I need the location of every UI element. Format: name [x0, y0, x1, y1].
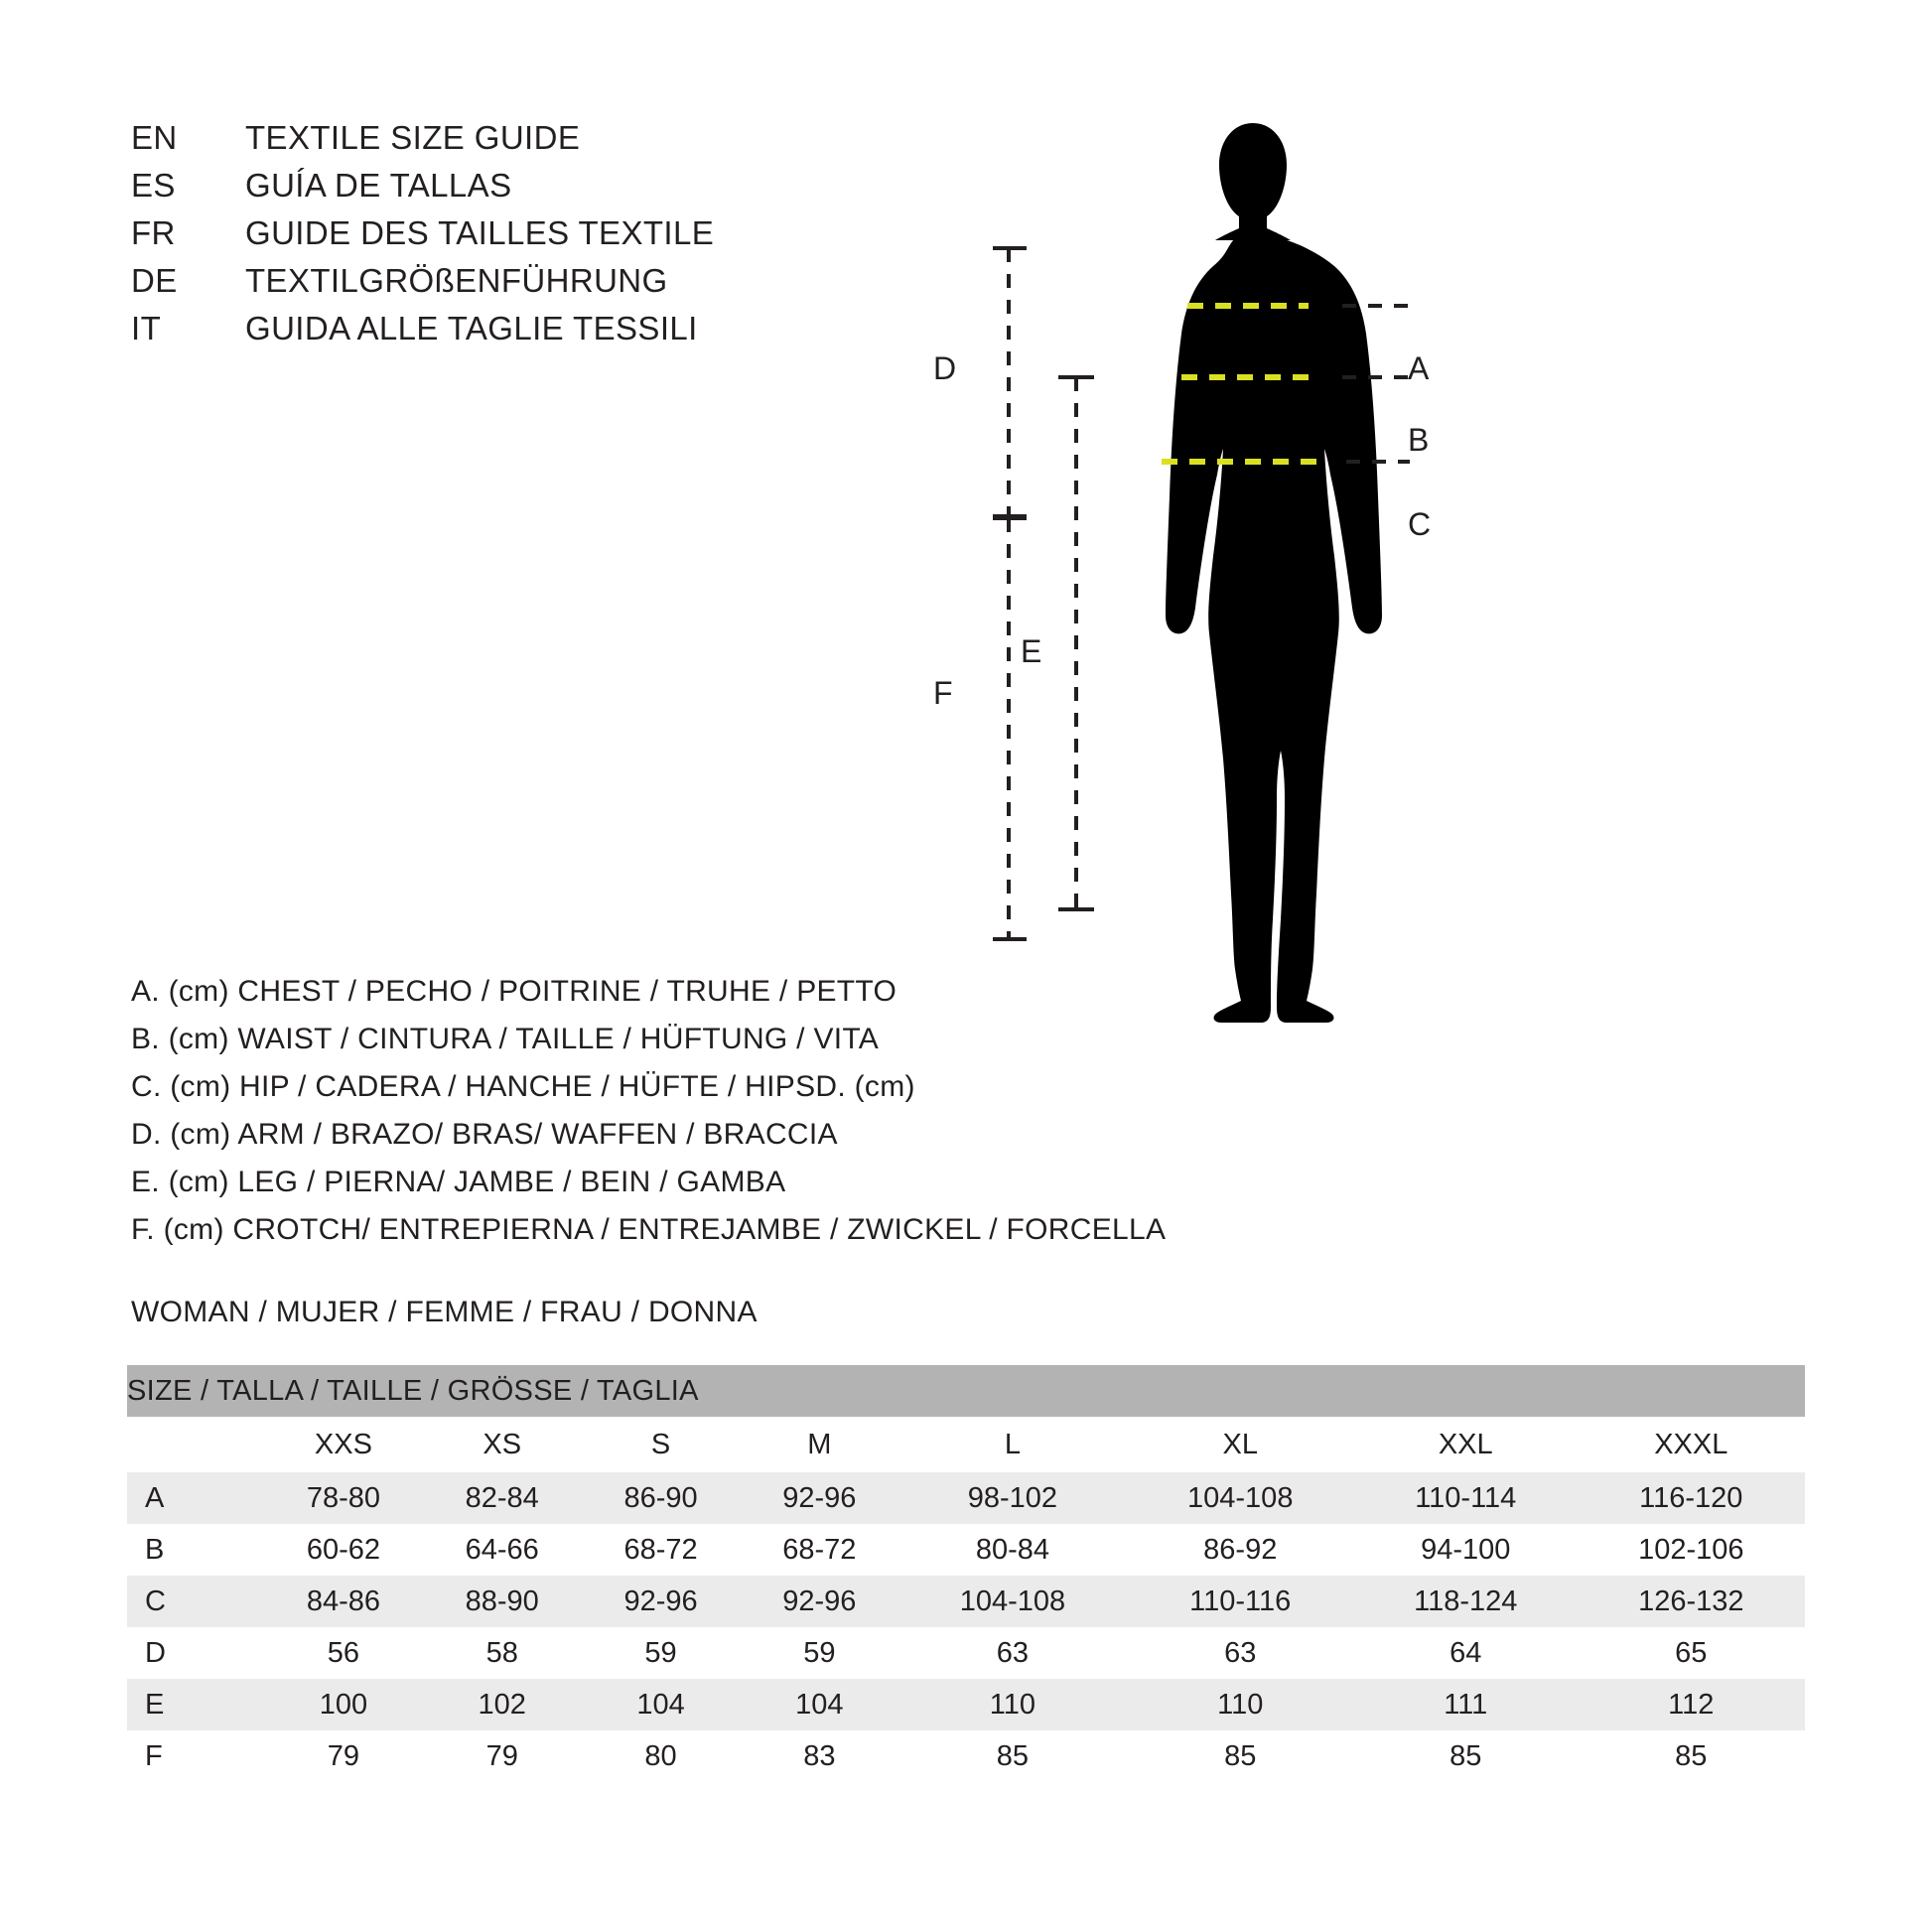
language-code: EN — [131, 119, 178, 156]
table-cell: 116-120 — [1578, 1472, 1805, 1524]
table-cell: 85 — [1354, 1730, 1578, 1782]
table-cell: 112 — [1578, 1679, 1805, 1730]
dimension-label-f: F — [933, 675, 953, 711]
size-header-xl: XL — [1127, 1417, 1354, 1472]
language-title: GUIDE DES TAILLES TEXTILE — [245, 214, 715, 251]
size-header-m: M — [740, 1417, 898, 1472]
table-cell: 111 — [1354, 1679, 1578, 1730]
measurement-guides-svg — [993, 60, 1787, 1181]
table-cell: 98-102 — [898, 1472, 1126, 1524]
table-row — [127, 1472, 1805, 1524]
language-code: IT — [131, 310, 162, 346]
table-cell: 104-108 — [898, 1576, 1126, 1627]
language-code: FR — [131, 214, 176, 251]
legend-item-d: D. (cm) ARM / BRAZO/ BRAS/ WAFFEN / BRACCIA — [131, 1118, 838, 1151]
bracket-e — [1058, 377, 1094, 909]
table-cell: 118-124 — [1354, 1576, 1578, 1627]
table-cell: 68-72 — [582, 1524, 741, 1576]
table-cell: 104 — [740, 1679, 898, 1730]
table-size-row — [127, 1417, 1805, 1472]
table-cell: 86-92 — [1127, 1524, 1354, 1576]
language-title: TEXTILGRÖßENFÜHRUNG — [245, 262, 668, 299]
table-cell: 83 — [740, 1730, 898, 1782]
language-row — [131, 310, 886, 357]
table-cell: 64 — [1354, 1627, 1578, 1679]
language-row — [131, 214, 886, 262]
table-cell: 85 — [1578, 1730, 1805, 1782]
marker-label-b: B — [1408, 422, 1430, 458]
dimension-label-e: E — [1021, 633, 1042, 669]
language-title-block — [131, 119, 886, 357]
table-cell: 79 — [264, 1730, 423, 1782]
size-header-s: S — [582, 1417, 741, 1472]
language-code: DE — [131, 262, 178, 299]
row-label: C — [127, 1576, 264, 1627]
table-cell: 56 — [264, 1627, 423, 1679]
table-row — [127, 1627, 1805, 1679]
language-title: GUIDA ALLE TAGLIE TESSILI — [245, 310, 698, 346]
table-cell: 68-72 — [740, 1524, 898, 1576]
language-code: ES — [131, 167, 176, 204]
table-cell: 84-86 — [264, 1576, 423, 1627]
table-cell: 82-84 — [423, 1472, 582, 1524]
language-title: GUÍA DE TALLAS — [245, 167, 512, 204]
table-cell: 78-80 — [264, 1472, 423, 1524]
table-cell: 126-132 — [1578, 1576, 1805, 1627]
table-cell: 60-62 — [264, 1524, 423, 1576]
language-row — [131, 119, 886, 167]
table-cell: 110 — [898, 1679, 1126, 1730]
body-measurement-diagram — [933, 60, 1787, 1181]
legend-item-f: F. (cm) CROTCH/ ENTREPIERNA / ENTREJAMBE / ZWICKEL / FORCELLA — [131, 1213, 1167, 1246]
bracket-f — [993, 518, 1027, 939]
table-cell: 104 — [582, 1679, 741, 1730]
legend-item-c: C. (cm) HIP / CADERA / HANCHE / HÜFTE / HIPSD. (cm) — [131, 1070, 915, 1103]
table-cell: 92-96 — [582, 1576, 741, 1627]
legend-item-b: B. (cm) WAIST / CINTURA / TAILLE / HÜFTUNG / VITA — [131, 1023, 880, 1055]
table-cell: 80 — [582, 1730, 741, 1782]
table-row — [127, 1679, 1805, 1730]
table-cell: 92-96 — [740, 1472, 898, 1524]
size-header-l: L — [898, 1417, 1126, 1472]
size-header-xxs: XXS — [264, 1417, 423, 1472]
table-cell: 85 — [1127, 1730, 1354, 1782]
table-cell: 58 — [423, 1627, 582, 1679]
legend-item-a: A. (cm) CHEST / PECHO / POITRINE / TRUHE / PETTO — [131, 975, 897, 1008]
table-cell: 59 — [740, 1627, 898, 1679]
table-cell: 86-90 — [582, 1472, 741, 1524]
row-label: A — [127, 1472, 264, 1524]
bracket-d — [993, 248, 1027, 516]
size-header-xxl: XXL — [1354, 1417, 1578, 1472]
table-cell: 59 — [582, 1627, 741, 1679]
language-row — [131, 167, 886, 214]
size-header-xxxl: XXXL — [1578, 1417, 1805, 1472]
table-cell: 92-96 — [740, 1576, 898, 1627]
table-cell: 63 — [1127, 1627, 1354, 1679]
table-cell: 104-108 — [1127, 1472, 1354, 1524]
table-row — [127, 1576, 1805, 1627]
marker-label-a: A — [1408, 350, 1430, 386]
table-cell: 102-106 — [1578, 1524, 1805, 1576]
dimension-label-d: D — [933, 350, 957, 386]
marker-label-c: C — [1408, 506, 1432, 542]
table-cell: 64-66 — [423, 1524, 582, 1576]
language-title: TEXTILE SIZE GUIDE — [245, 119, 581, 156]
table-row — [127, 1730, 1805, 1782]
legend-item-e: E. (cm) LEG / PIERNA/ JAMBE / BEIN / GAMBA — [131, 1166, 786, 1198]
table-cell: 110 — [1127, 1679, 1354, 1730]
size-table — [127, 1365, 1805, 1782]
table-cell: 94-100 — [1354, 1524, 1578, 1576]
row-label: B — [127, 1524, 264, 1576]
table-cell: 65 — [1578, 1627, 1805, 1679]
table-cell: 100 — [264, 1679, 423, 1730]
table-caption: WOMAN / MUJER / FEMME / FRAU / DONNA — [131, 1296, 758, 1328]
table-cell: 110-116 — [1127, 1576, 1354, 1627]
size-header-xs: XS — [423, 1417, 582, 1472]
table-cell: 102 — [423, 1679, 582, 1730]
language-row — [131, 262, 886, 310]
table-cell: 63 — [898, 1627, 1126, 1679]
empty-corner-cell — [127, 1417, 264, 1472]
row-label: D — [127, 1627, 264, 1679]
table-row — [127, 1524, 1805, 1576]
table-cell: 79 — [423, 1730, 582, 1782]
row-label: F — [127, 1730, 264, 1782]
table-cell: 85 — [898, 1730, 1126, 1782]
table-cell: 88-90 — [423, 1576, 582, 1627]
table-cell: 110-114 — [1354, 1472, 1578, 1524]
row-label: E — [127, 1679, 264, 1730]
table-header-row — [127, 1365, 1805, 1417]
table-header-label: SIZE / TALLA / TAILLE / GRÖSSE / TAGLIA — [127, 1365, 1805, 1417]
table-cell: 80-84 — [898, 1524, 1126, 1576]
